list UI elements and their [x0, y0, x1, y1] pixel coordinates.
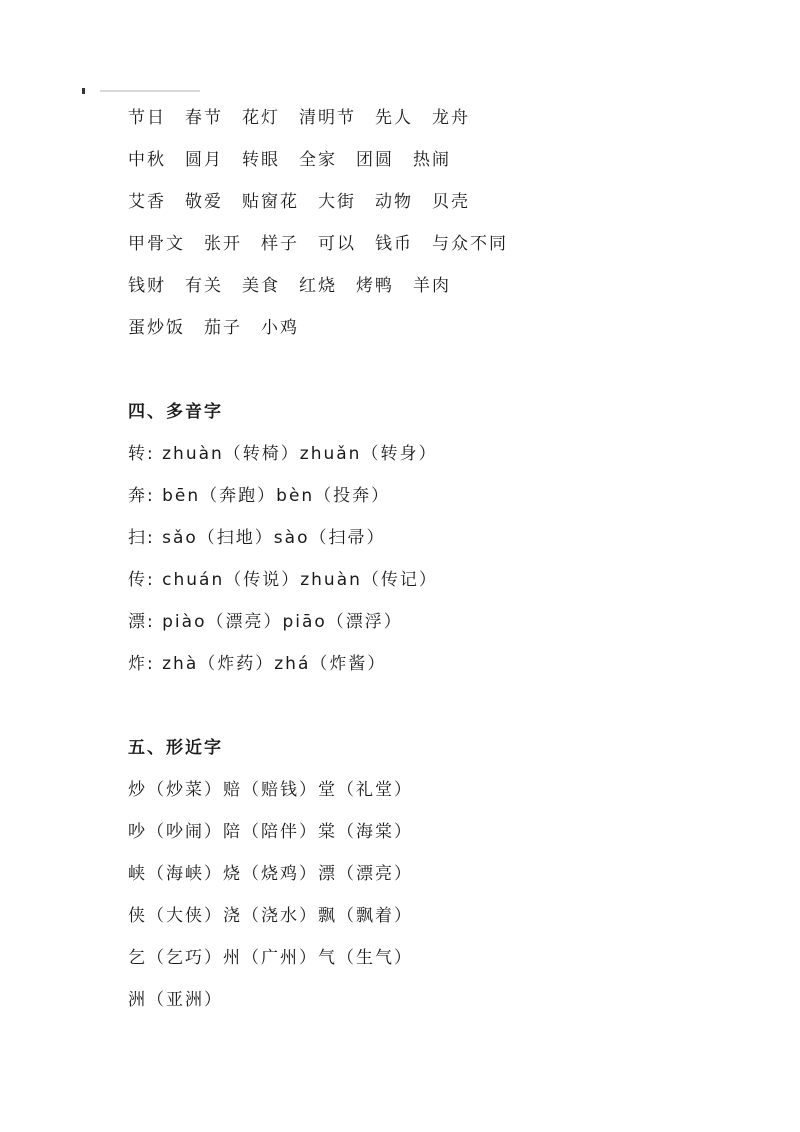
vocab-word: 甲骨文 [128, 234, 185, 254]
section-5-heading: 五、形近字 [128, 738, 223, 758]
vocab-word: 有关 [185, 276, 223, 296]
vocab-row-5 [128, 275, 470, 297]
vocab-word: 钱财 [128, 276, 166, 296]
vocab-word: 贝壳 [432, 192, 470, 212]
vocab-word: 动物 [375, 192, 413, 212]
vocab-word: 羊肉 [413, 276, 451, 296]
vocab-word: 春节 [185, 108, 223, 128]
vocab-word: 烤鸭 [356, 276, 394, 296]
similar-char-line: 炒（炒菜）赔（赔钱）堂（礼堂） [128, 780, 413, 800]
vocab-row-4 [128, 233, 527, 255]
vocab-word: 清明节 [299, 108, 356, 128]
header-tick-mark [82, 88, 85, 94]
similar-char-line: 峡（海峡）烧（烧鸡）漂（漂亮） [128, 864, 413, 884]
vocab-word: 节日 [128, 108, 166, 128]
vocab-word: 张开 [204, 234, 242, 254]
vocab-row-1 [128, 107, 489, 129]
vocab-row-2 [128, 149, 470, 171]
vocab-word: 花灯 [242, 108, 280, 128]
vocab-word: 全家 [299, 150, 337, 170]
vocab-word: 龙舟 [432, 108, 470, 128]
vocab-word: 钱币 [375, 234, 413, 254]
vocab-row-3 [128, 191, 489, 213]
vocab-word: 转眼 [242, 150, 280, 170]
polyphone-line: 转: zhuàn（转椅）zhuǎn（转身） [128, 444, 438, 464]
similar-char-line: 侠（大侠）浇（浇水）飘（飘着） [128, 906, 413, 926]
section-4-heading: 四、多音字 [128, 402, 223, 422]
header-faint-line [100, 90, 200, 92]
vocab-word: 先人 [375, 108, 413, 128]
polyphone-line: 传: chuán（传说）zhuàn（传记） [128, 570, 438, 590]
polyphone-line: 炸: zhà（炸药）zhá（炸酱） [128, 654, 387, 674]
similar-char-line: 乞（乞巧）州（广州）气（生气） [128, 948, 413, 968]
polyphone-line: 扫: sǎo（扫地）sào（扫帚） [128, 528, 386, 548]
vocab-word: 可以 [318, 234, 356, 254]
vocab-row-6 [128, 317, 318, 339]
vocab-word: 美食 [242, 276, 280, 296]
vocab-word: 热闹 [413, 150, 451, 170]
polyphone-line: 漂: piào（漂亮）piāo（漂浮） [128, 612, 403, 632]
vocab-word: 红烧 [299, 276, 337, 296]
vocab-word: 贴窗花 [242, 192, 299, 212]
vocab-word: 大街 [318, 192, 356, 212]
similar-char-line: 吵（吵闹）陪（陪伴）棠（海棠） [128, 822, 413, 842]
similar-char-line: 洲（亚洲） [128, 990, 223, 1010]
vocab-word: 小鸡 [261, 318, 299, 338]
vocab-word: 团圆 [356, 150, 394, 170]
vocab-word: 敬爱 [185, 192, 223, 212]
vocab-word: 中秋 [128, 150, 166, 170]
vocab-word: 圆月 [185, 150, 223, 170]
vocab-word: 茄子 [204, 318, 242, 338]
vocab-word: 艾香 [128, 192, 166, 212]
header-mark [82, 88, 202, 94]
vocab-word: 蛋炒饭 [128, 318, 185, 338]
polyphone-line: 奔: bēn（奔跑）bèn（投奔） [128, 486, 391, 506]
vocab-word: 与众不同 [432, 234, 508, 254]
vocab-word: 样子 [261, 234, 299, 254]
